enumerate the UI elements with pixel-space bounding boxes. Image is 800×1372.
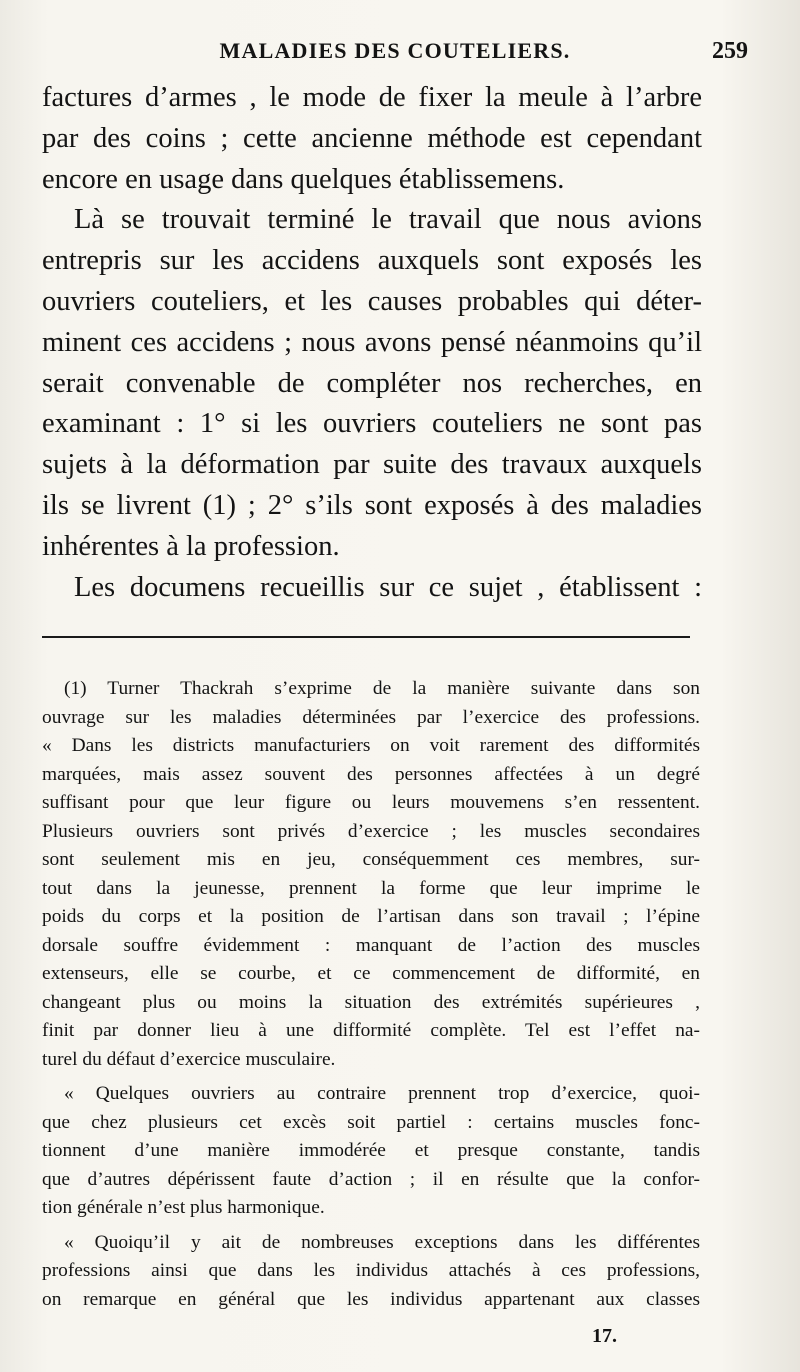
footnote-line: « Dans les districts manufacturiers on voit rarement des difformités (42, 735, 700, 756)
footnote-line: suffisant pour que leur figure ou leurs mouvemens s’en ressentent. (42, 792, 700, 813)
text-line: encore en usage dans quelques établissemens. (42, 163, 565, 195)
footnote (42, 675, 700, 1314)
footnote-line: finit par donner lieu à une difformité complète. Tel est l’effet na- (42, 1020, 700, 1041)
footnote-line: poids du corps et la position de l’artisan dans son travail ; l’épine (42, 906, 700, 927)
footnote-line: « Quelques ouvriers au contraire prennent trop d’exercice, quoi- (64, 1083, 700, 1104)
footnote-line: on remarque en général que les individus appartenant aux classes (42, 1288, 700, 1310)
footnote-line: que d’autres dépérissent faute d’action ; il en résulte que la confor- (42, 1168, 700, 1190)
footnote-line: Plusieurs ouvriers sont privés d’exercice ; les muscles secondaires (42, 820, 700, 842)
text-line: Là se trouvait terminé le travail que nous avions (74, 204, 702, 236)
text-line: factures d’armes , le mode de fixer la meule à l’arbre (42, 82, 702, 113)
text-line: inhérentes à la profession. (42, 530, 340, 562)
text-line: minent ces accidens ; nous avons pensé néanmoins qu’il (42, 326, 702, 358)
page-header (42, 38, 748, 78)
footnote-line: changeant plus ou moins la situation des extrémités supérieures , (42, 991, 700, 1013)
text-line: sujets à la déformation par suite des travaux auxquels (42, 449, 702, 481)
page-number: 259 (712, 38, 748, 64)
text-line: ouvriers couteliers, et les causes probables qui déter- (42, 285, 702, 317)
text-line: par des coins ; cette ancienne méthode est cependant (42, 122, 702, 154)
text-line: Les documens recueillis sur ce sujet , établissent : (74, 571, 702, 603)
footnote-line: marquées, mais assez souvent des personnes affectées à un degré (42, 763, 700, 785)
footnote-rule (42, 636, 690, 638)
text-line: entrepris sur les accidens auxquels sont exposés les (42, 245, 702, 277)
running-head: MALADIES DES COUTELIERS. (219, 38, 571, 63)
footnote-line: que chez plusieurs cet excès soit partiel : certains muscles fonc- (42, 1111, 700, 1133)
footnote-line: tout dans la jeunesse, prennent la forme que leur imprime le (42, 877, 700, 899)
footnote-line: « Quoiqu’il y ait de nombreuses exceptions dans les différentes (64, 1231, 700, 1253)
footnote-line: tionnent d’une manière immodérée et presque constante, tandis (42, 1140, 700, 1161)
footnote-line: (1) Turner Thackrah s’exprime de la manière suivante dans son (64, 678, 700, 699)
text-line: examinant : 1° si les ouvriers couteliers ne sont pas (42, 408, 702, 440)
main-text (42, 78, 702, 608)
footnote-line: tion générale n’est plus harmonique. (42, 1197, 325, 1218)
footnote-line: ouvrage sur les maladies déterminées par l’exercice des professions. (42, 706, 700, 728)
footnote-line: extenseurs, elle se courbe, et ce commencement de difformité, en (42, 963, 700, 984)
footnote-line: professions ainsi que dans les individus attachés à ces professions, (42, 1260, 700, 1281)
footnote-line: dorsale souffre évidemment : manquant de l’action des muscles (42, 934, 700, 956)
footnote-line: turel du défaut d’exercice musculaire. (42, 1048, 336, 1070)
footnote-line: sont seulement mis en jeu, conséquemment ces membres, sur- (42, 849, 700, 870)
text-line: serait convenable de compléter nos recherches, en (42, 367, 702, 399)
signature-mark: 17. (592, 1325, 617, 1347)
text-line: ils se livrent (1) ; 2° s’ils sont exposés à des maladies (42, 489, 702, 521)
